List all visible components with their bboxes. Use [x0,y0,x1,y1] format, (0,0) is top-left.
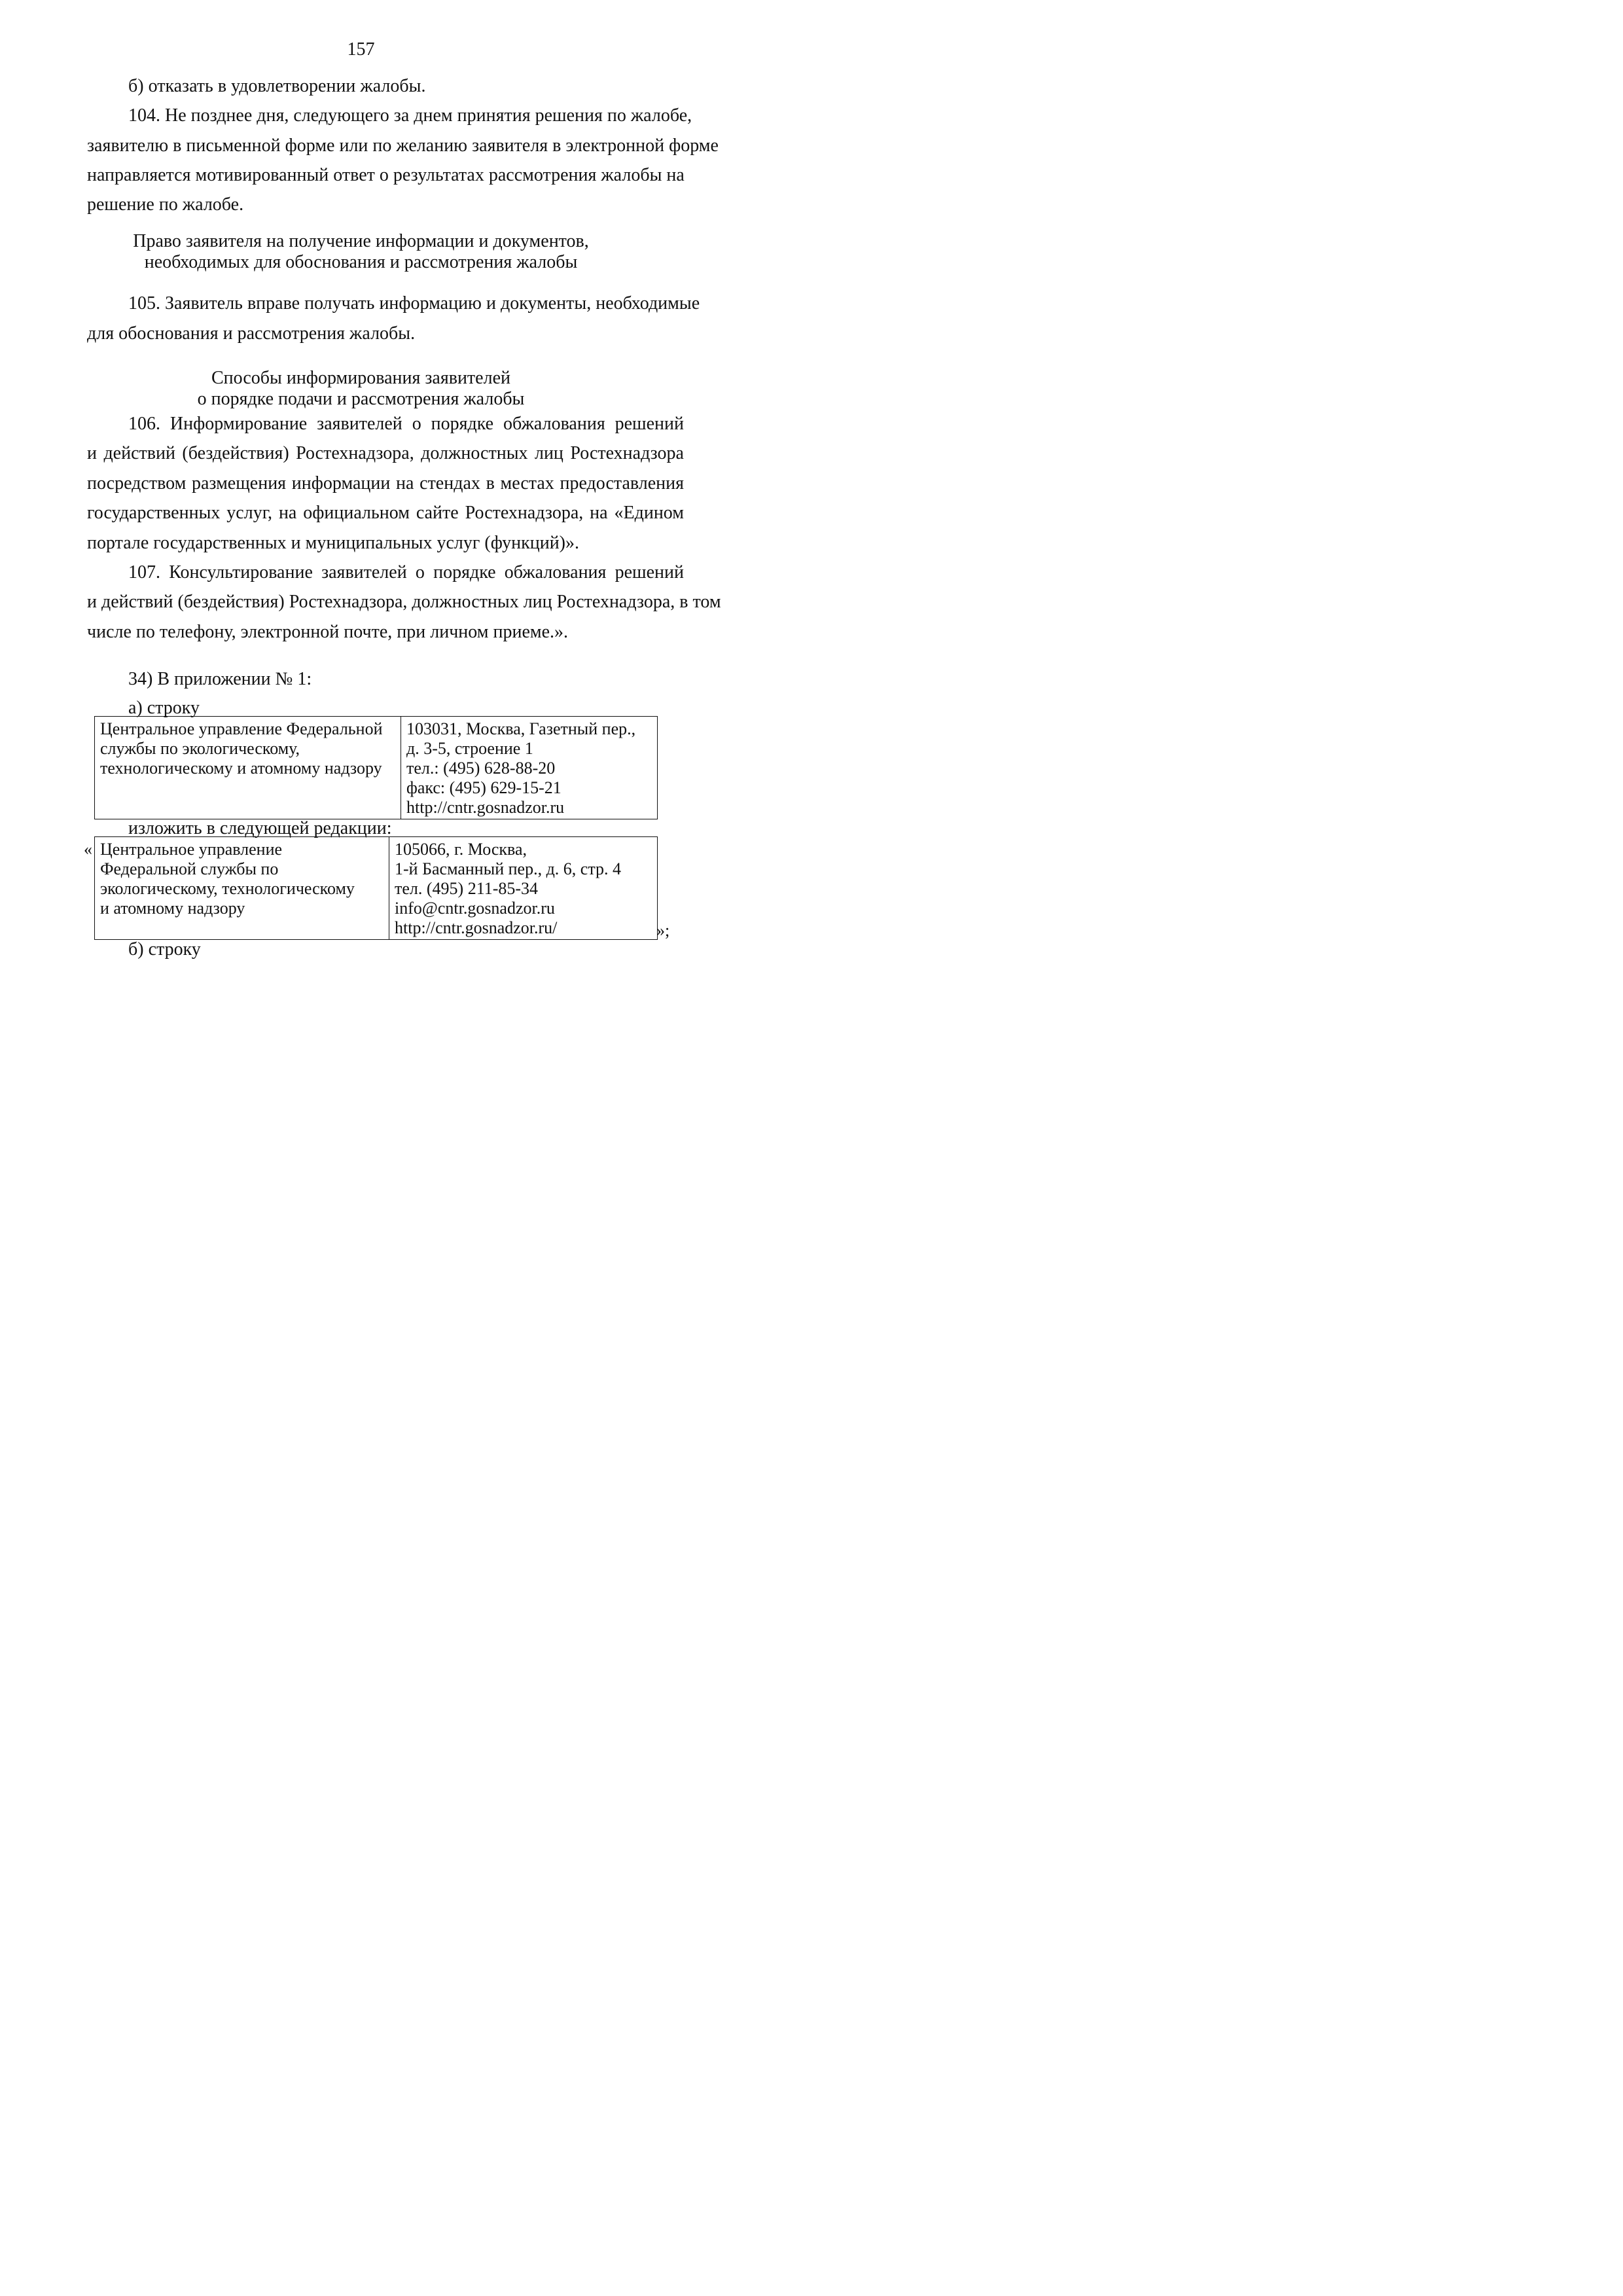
old-org-line: технологическому и атомному надзору [100,759,382,778]
paragraph-106-line: 106. Информирование заявителей о порядке обжалования решений [128,414,684,434]
paragraph-106-line: портале государственных и муниципальных услуг (функций)». [87,533,580,553]
paragraph-104-line: направляется мотивированный ответ о результатах рассмотрения жалобы на [87,165,685,185]
paragraph-106-line: посредством размещения информации на стендах в местах предоставления [87,473,684,493]
old-website: http://cntr.gosnadzor.ru [406,798,565,817]
restate-label: изложить в следующей редакции: [128,818,392,838]
old-phone: тел.: (495) 628-88-20 [406,759,556,778]
new-address-line: 1-й Басманный пер., д. 6, стр. 4 [395,859,622,878]
paragraph-105-line: для обоснования и рассмотрения жалобы. [87,323,416,344]
old-org-line: службы по экологическому, [100,739,300,758]
new-contacts-cell [389,837,658,940]
item-34-heading: 34) В приложении № 1: [128,669,312,689]
open-quote: « [84,840,92,859]
new-org-line: Федеральной службы по [100,859,279,878]
paragraph-106-line: и действий (бездействия) Ростехнадзора, должностных лиц Ростехнадзора [87,443,684,463]
paragraph-106-line: государственных услуг, на официальном сайте Ростехнадзора, на «Едином [87,503,684,523]
new-org-line: и атомному надзору [100,899,245,918]
paragraph-104-line: 104. Не позднее дня, следующего за днем принятия решения по жалобе, [128,105,692,126]
paragraph-107-line: 107. Консультирование заявителей о порядке обжалования решений [128,562,684,583]
paragraph-105-line: 105. Заявитель вправе получать информацию и документы, необходимые [128,293,700,314]
new-org-cell [95,837,389,940]
page-number: 157 [347,39,375,60]
paragraph-107-line: и действий (бездействия) Ростехнадзора, должностных лиц Ростехнадзора, в том [87,592,721,612]
old-address-line: 103031, Москва, Газетный пер., [406,719,636,738]
item-b-row-label: б) строку [128,939,201,960]
paragraph-104-line: решение по жалобе. [87,194,244,215]
section-heading-informing: о порядке подачи и рассмотрения жалобы [197,389,525,409]
paragraph-104-line: заявителю в письменной форме или по желанию заявителя в электронной форме [87,135,719,156]
old-org-cell [95,717,401,819]
old-org-line: Центральное управление Федеральной [100,719,383,738]
old-fax: факс: (495) 629-15-21 [406,778,562,797]
new-email: info@cntr.gosnadzor.ru [395,899,555,918]
new-phone: тел. (495) 211-85-34 [395,879,539,898]
section-heading-right-to-info: Право заявителя на получение информации и документов, [133,231,589,251]
document-page [0,0,722,1021]
new-address-table [94,836,658,940]
close-quote: »; [656,921,670,940]
old-address-line: д. 3-5, строение 1 [406,739,533,758]
old-address-table [94,716,658,819]
new-org-line: Центральное управление [100,840,283,859]
section-heading-informing: Способы информирования заявителей [211,368,510,388]
old-contacts-cell [401,717,658,819]
table-row [95,717,658,819]
table-row [95,837,658,940]
new-org-line: экологическому, технологическому [100,879,355,898]
paragraph-b-refuse: б) отказать в удовлетворении жалобы. [128,76,426,96]
section-heading-right-to-info: необходимых для обоснования и рассмотрения жалобы [144,252,578,272]
new-website: http://cntr.gosnadzor.ru/ [395,918,558,937]
new-address-line: 105066, г. Москва, [395,840,527,859]
paragraph-107-line: числе по телефону, электронной почте, при личном приеме.». [87,622,569,642]
item-a-row-label: а) строку [128,698,200,718]
